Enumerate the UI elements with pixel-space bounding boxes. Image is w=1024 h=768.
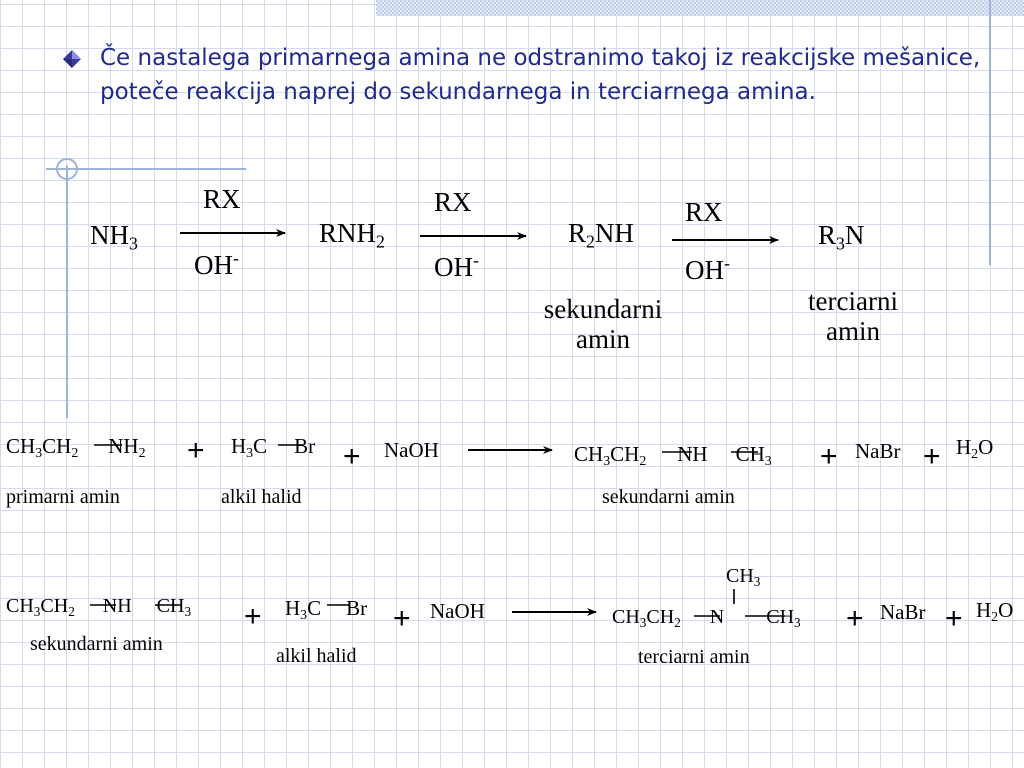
secondary-amine: $R_2NH$: [568, 218, 634, 252]
r2-alkyl-halide: $H_3C$ Br: [285, 596, 368, 623]
r2-plus-1: +: [244, 600, 262, 633]
r1-alkyl-halide: $H_3C$ Br: [231, 434, 316, 461]
r2-naoh: NaOH: [430, 599, 485, 623]
step2-reagent: RX: [434, 187, 472, 217]
primary-amine: $RNH_2$: [319, 218, 385, 252]
secondary-amine-label: sekundarni amin: [543, 294, 663, 354]
r2-nabr: NaBr: [880, 600, 926, 624]
step1-reagent: RX: [203, 184, 241, 214]
r2-plus-3: +: [846, 602, 864, 635]
r1-naoh: NaOH: [384, 438, 439, 462]
r1-secondary-amine: $CH_3CH_2$ NH $CH_3$: [574, 442, 772, 469]
step1-base: OH-: [194, 248, 239, 280]
r1-plus-3: +: [820, 440, 838, 473]
r2-plus-2: +: [393, 602, 411, 635]
r2-tertiary-amine-label: terciarni amin: [638, 646, 750, 668]
r1-secondary-amine-label: sekundarni amin: [602, 486, 735, 508]
r1-nabr: NaBr: [855, 439, 901, 463]
r2-secondary-amine-label: sekundarni amin: [30, 633, 163, 655]
r2-water: $H_2O$: [976, 598, 1014, 625]
step3-reagent: RX: [685, 197, 723, 227]
r2-plus-4: +: [945, 602, 963, 635]
step2-base: OH-: [434, 250, 479, 282]
r2-tertiary-amine: $CH_3CH_2$ N $CH_3$: [612, 606, 801, 630]
r2-methyl-branch: $CH_3$: [726, 565, 761, 589]
tertiary-amine-label: terciarni amin: [808, 286, 898, 346]
r1-plus-1: +: [187, 434, 205, 467]
r1-plus-2: +: [343, 440, 361, 473]
bullet-text: Če nastalega primarnega amina ne odstranimo takoj iz reakcijske mešanice, poteče reakcija naprej do sekundarnega in terciarnega amina.: [100, 45, 981, 105]
r1-plus-4: +: [923, 440, 941, 473]
r1-primary-amine: $CH_3CH_2$ $NH_2$: [6, 434, 146, 461]
step3-base: OH-: [685, 253, 730, 285]
r2-alkyl-halide-label: alkil halid: [276, 645, 357, 667]
r1-water: $H_2O$: [956, 435, 994, 462]
r2-secondary-amine: $CH_3CH_2$ NH $CH_3$: [6, 595, 192, 619]
r1-alkyl-halide-label: alkil halid: [221, 486, 302, 508]
tertiary-amine: $R_3N$: [818, 220, 865, 254]
r1-primary-amine-label: primarni amin: [6, 486, 120, 508]
ammonia: $NH_3$: [90, 220, 138, 254]
